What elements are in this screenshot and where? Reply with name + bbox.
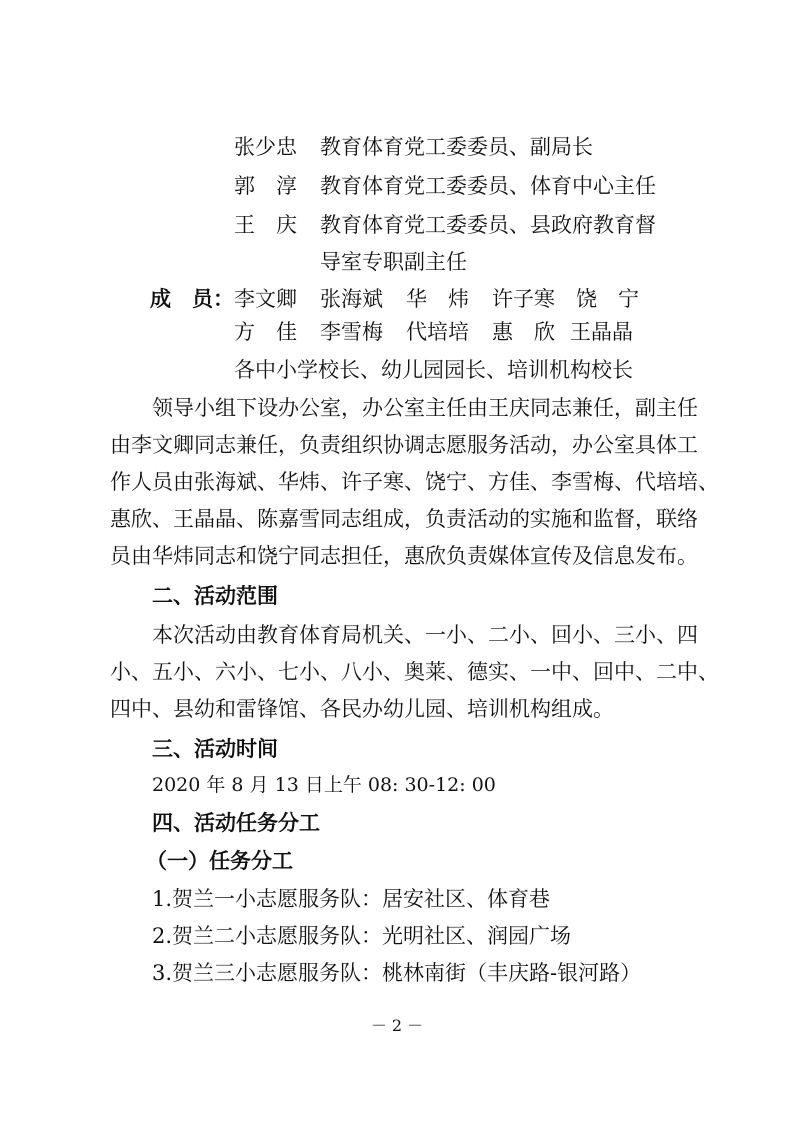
leader-title-cont-text: 导室专职副主任 (320, 250, 467, 274)
member-name: 许子寒 (492, 287, 555, 311)
paragraph-line: 作人员由张海斌、华炜、许子寒、饶宁、方佳、李雪梅、代培培、 (110, 470, 719, 494)
member-name: 华 炜 (406, 287, 469, 311)
paragraph-line: 四中、县幼和雷锋馆、各民办幼儿园、培训机构组成。 (110, 697, 614, 721)
paragraph-line: 小、五小、六小、七小、八小、奥莱、德实、一中、回中、二中、 (110, 660, 719, 684)
member-name: 惠 欣 (492, 320, 555, 344)
section-heading: 三、活动时间 (152, 737, 278, 761)
paragraph-line: 惠欣、王晶晶、陈嘉雪同志组成，负责活动的实施和监督，联络 (110, 507, 698, 531)
task-item: 1.贺兰一小志愿服务队：居安社区、体育巷 (152, 887, 551, 911)
member-name: 李雪梅 (320, 320, 383, 344)
members-row-3: 各中小学校长、幼儿园园长、培训机构校长 (234, 358, 633, 382)
leader-name: 张少忠 (234, 135, 297, 159)
leader-title: 教育体育党工委委员、体育中心主任 (320, 174, 656, 198)
paragraph-line: 本次活动由教育体育局机关、一小、二小、回小、三小、四 (152, 623, 698, 647)
paragraph-line: 员由华炜同志和饶宁同志担任，惠欣负责媒体宣传及信息发布。 (110, 544, 698, 568)
leader-title: 教育体育党工委委员、县政府教育督 (320, 213, 656, 237)
task-item: 2.贺兰二小志愿服务队：光明社区、润园广场 (152, 924, 572, 948)
leader-title: 教育体育党工委委员、副局长 (320, 135, 593, 159)
member-name: 饶 宁 (576, 287, 639, 311)
members-label: 成 员： (150, 287, 234, 311)
member-name: 王晶晶 (570, 320, 633, 344)
paragraph-line: 由李文卿同志兼任，负责组织协调志愿服务活动，办公室具体工 (110, 433, 698, 457)
activity-time: 2020 年 8 月 13 日上午 08: 30-12: 00 (152, 774, 496, 796)
leader-name: 王 庆 (234, 213, 297, 237)
member-name: 方 佳 (234, 320, 297, 344)
member-name: 张海斌 (320, 287, 383, 311)
task-item: 3.贺兰三小志愿服务队：桃林南街（丰庆路-银河路） (152, 961, 642, 985)
page-number: － 2 － (370, 1016, 424, 1035)
section-heading: 四、活动任务分工 (152, 811, 320, 835)
section-heading: 二、活动范围 (152, 584, 278, 608)
leader-name: 郭 淳 (234, 174, 297, 198)
member-name: 李文卿 (234, 287, 297, 311)
member-name: 代培培 (406, 320, 469, 344)
subsection-heading: （一）任务分工 (146, 849, 293, 873)
paragraph-line: 领导小组下设办公室，办公室主任由王庆同志兼任，副主任 (152, 396, 698, 420)
